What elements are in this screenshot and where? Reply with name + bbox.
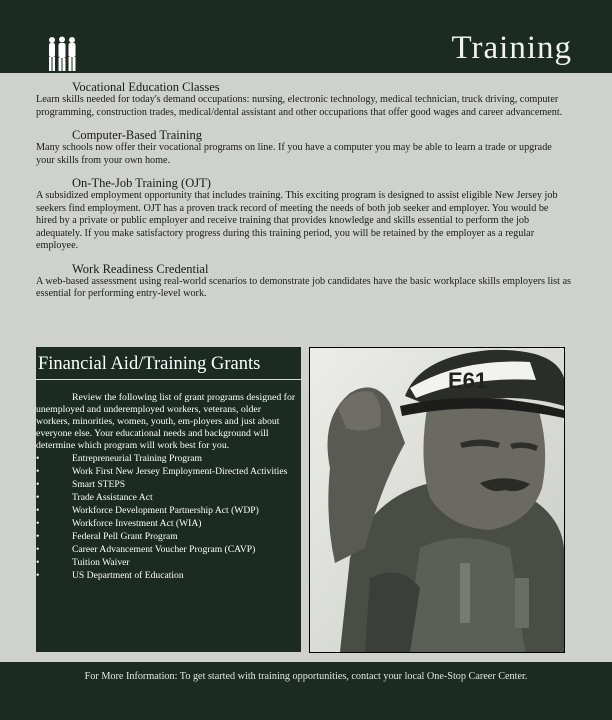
list-item-label: Smart STEPS xyxy=(72,479,126,490)
bullet-icon: • xyxy=(36,518,40,529)
section-vocational-education xyxy=(36,80,571,119)
list-item-label: Career Advancement Voucher Program (CAVP) xyxy=(72,544,256,555)
section-computer-based-training xyxy=(36,128,571,167)
footer-text: For More Information: To get started with training opportunities, contact your local One-Stop Career Center. xyxy=(84,671,528,682)
section-work-readiness-credential xyxy=(36,262,571,301)
section-body: Many schools now offer their vocational programs on line. If you have a computer you may be able to learn a trade or upgrade your skills from your own home. xyxy=(36,142,552,166)
list-item-label: Federal Pell Grant Program xyxy=(72,531,178,542)
section-heading: Work Readiness Credential xyxy=(72,261,209,276)
bullet-icon: • xyxy=(36,544,40,555)
helmet-number: E61 xyxy=(448,368,488,393)
firefighter-photo xyxy=(309,347,565,653)
section-body: Learn skills needed for today's demand occupations: nursing, electronic technology, medical technician, truck driving, computer programming, construction trades, medical/dental assistant and other occupations that offer good wages and career advancement. xyxy=(36,94,563,118)
page-title: Training xyxy=(451,30,572,66)
section-heading: Computer-Based Training xyxy=(72,128,202,142)
people-silhouette-icon xyxy=(46,36,80,72)
list-item-label: Workforce Development Partnership Act (WDP) xyxy=(72,505,259,516)
grants-list xyxy=(36,452,301,582)
bullet-icon: • xyxy=(36,570,40,581)
section-body: A web-based assessment using real-world scenarios to demonstrate job candidates have the basic workplace skills employers list as essential for performing entry-level work. xyxy=(36,275,571,299)
bullet-icon: • xyxy=(36,505,40,516)
training-sections xyxy=(36,80,571,310)
footer-bar xyxy=(0,662,612,720)
section-body: A subsidized employment opportunity that includes training. This exciting program is designed to assist eligible New Jersey job seekers find employment. OJT has a proven track record of meeting the needs of both job seeker and employer. You would be hired by a private or public employer and receive training that provides knowledge and skills essential to perform the job adequately. If you make satisfactory progress during this training period, you will be retained by the employer as a regular employee. xyxy=(36,190,558,251)
list-item-label: Workforce Investment Act (WIA) xyxy=(72,518,202,529)
header-bar xyxy=(0,0,612,73)
list-item-label: Trade Assistance Act xyxy=(72,492,153,503)
section-heading: On-The-Job Training (OJT) xyxy=(72,176,211,190)
list-item-label: Work First New Jersey Employment-Directed Activities xyxy=(72,466,288,477)
divider xyxy=(36,379,301,380)
list-item xyxy=(36,543,301,556)
bullet-icon: • xyxy=(36,466,40,477)
bullet-icon: • xyxy=(36,453,40,464)
list-item xyxy=(36,504,301,517)
bullet-icon: • xyxy=(36,531,40,542)
section-heading: Vocational Education Classes xyxy=(72,80,220,94)
bullet-icon: • xyxy=(36,557,40,568)
grants-panel-title: Financial Aid/Training Grants xyxy=(38,354,261,374)
list-item xyxy=(36,556,301,569)
list-item-label: Tuition Waiver xyxy=(72,557,130,568)
grants-intro: Review the following list of grant programs designed for unemployed and underemployed workers, veterans, older workers, minorities, women, youth, em-ployers and just about everyone else. Your educational needs and background will determine which program will work best for you. xyxy=(36,392,296,451)
list-item xyxy=(36,452,301,465)
list-item xyxy=(36,517,301,530)
section-on-the-job-training xyxy=(36,176,571,253)
list-item xyxy=(36,478,301,491)
list-item xyxy=(36,530,301,543)
list-item xyxy=(36,491,301,504)
firefighter-illustration xyxy=(310,348,564,652)
list-item xyxy=(36,465,301,478)
list-item-label: US Department of Education xyxy=(72,570,184,581)
bullet-icon: • xyxy=(36,479,40,490)
grants-panel xyxy=(36,347,301,652)
list-item xyxy=(36,569,301,582)
list-item-label: Entrepreneurial Training Program xyxy=(72,453,203,464)
bullet-icon: • xyxy=(36,492,40,503)
